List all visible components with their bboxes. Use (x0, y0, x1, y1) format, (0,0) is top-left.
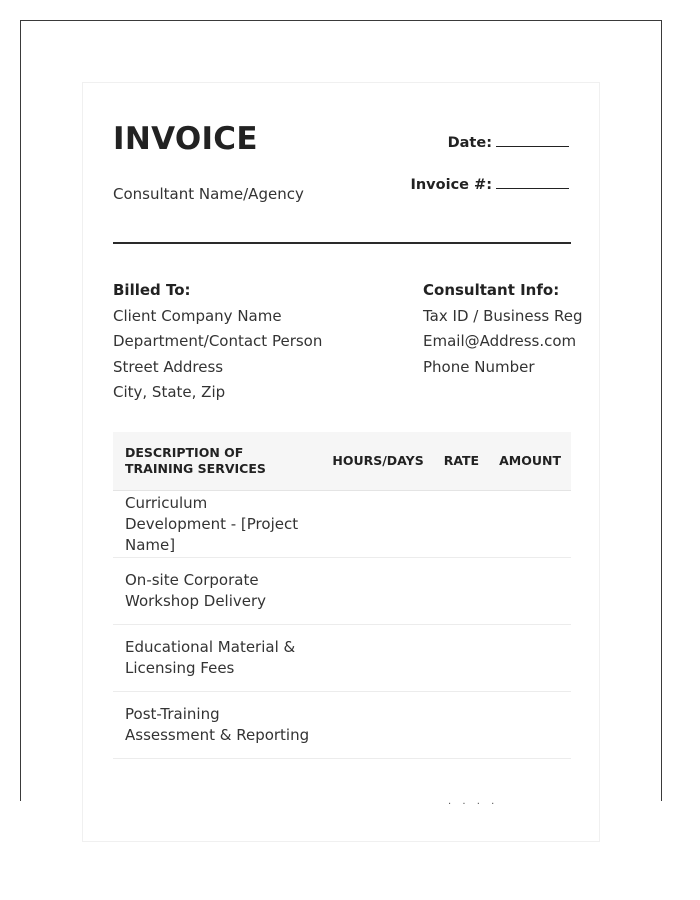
date-label: Date: (447, 135, 492, 151)
hours-cell (322, 491, 433, 558)
billed-to-line: Department/Contact Person (113, 332, 323, 351)
table-row (113, 625, 571, 692)
invoice-number-label: Invoice #: (410, 177, 492, 193)
date-field (448, 134, 569, 151)
service-description: On-site Corporate Workshop Delivery (113, 558, 322, 625)
consultant-info-line: Email@Address.com (423, 332, 577, 351)
consultant-info-heading: Consultant Info: (423, 281, 560, 299)
billed-to-heading: Billed To: (113, 281, 191, 299)
table-row (113, 491, 571, 558)
rate-cell (434, 692, 489, 759)
amount-cell (489, 625, 571, 692)
header-divider (113, 242, 571, 244)
invoice-page (82, 82, 600, 842)
amount-cell (489, 491, 571, 558)
invoice-title: INVOICE (113, 121, 258, 157)
date-blank-line (496, 134, 569, 147)
consultant-info-line: Phone Number (423, 357, 535, 376)
consultant-agency-name: Consultant Name/Agency (113, 185, 304, 203)
document-viewport (20, 20, 662, 810)
cut-off-text-fragment: · · · · (448, 799, 499, 810)
service-description: Post-Training Assessment & Reporting (113, 692, 322, 759)
column-header-description: DESCRIPTION OF TRAINING SERVICES (113, 432, 322, 491)
hours-cell (322, 692, 433, 759)
consultant-info-line: Tax ID / Business Reg (423, 306, 583, 325)
column-header-amount: AMOUNT (489, 432, 571, 491)
service-description: Educational Material & Licensing Fees (113, 625, 322, 692)
rate-cell (434, 558, 489, 625)
consultant-info-block (423, 278, 583, 380)
services-table (113, 432, 571, 759)
amount-cell (489, 692, 571, 759)
column-header-rate: RATE (434, 432, 489, 491)
billed-to-line: Client Company Name (113, 306, 282, 325)
table-row (113, 692, 571, 759)
column-header-hours: HOURS/DAYS (322, 432, 433, 491)
billed-to-line: City, State, Zip (113, 383, 226, 402)
amount-cell (489, 558, 571, 625)
hours-cell (322, 558, 433, 625)
rate-cell (434, 491, 489, 558)
invoice-number-field (410, 176, 569, 193)
table-header-row (113, 432, 571, 491)
billed-to-block (113, 278, 322, 406)
rate-cell (434, 625, 489, 692)
table-row (113, 558, 571, 625)
service-description: Curriculum Development - [Project Name] (113, 491, 322, 558)
hours-cell (322, 625, 433, 692)
invoice-number-blank-line (496, 176, 569, 189)
billed-to-line: Street Address (113, 357, 224, 376)
